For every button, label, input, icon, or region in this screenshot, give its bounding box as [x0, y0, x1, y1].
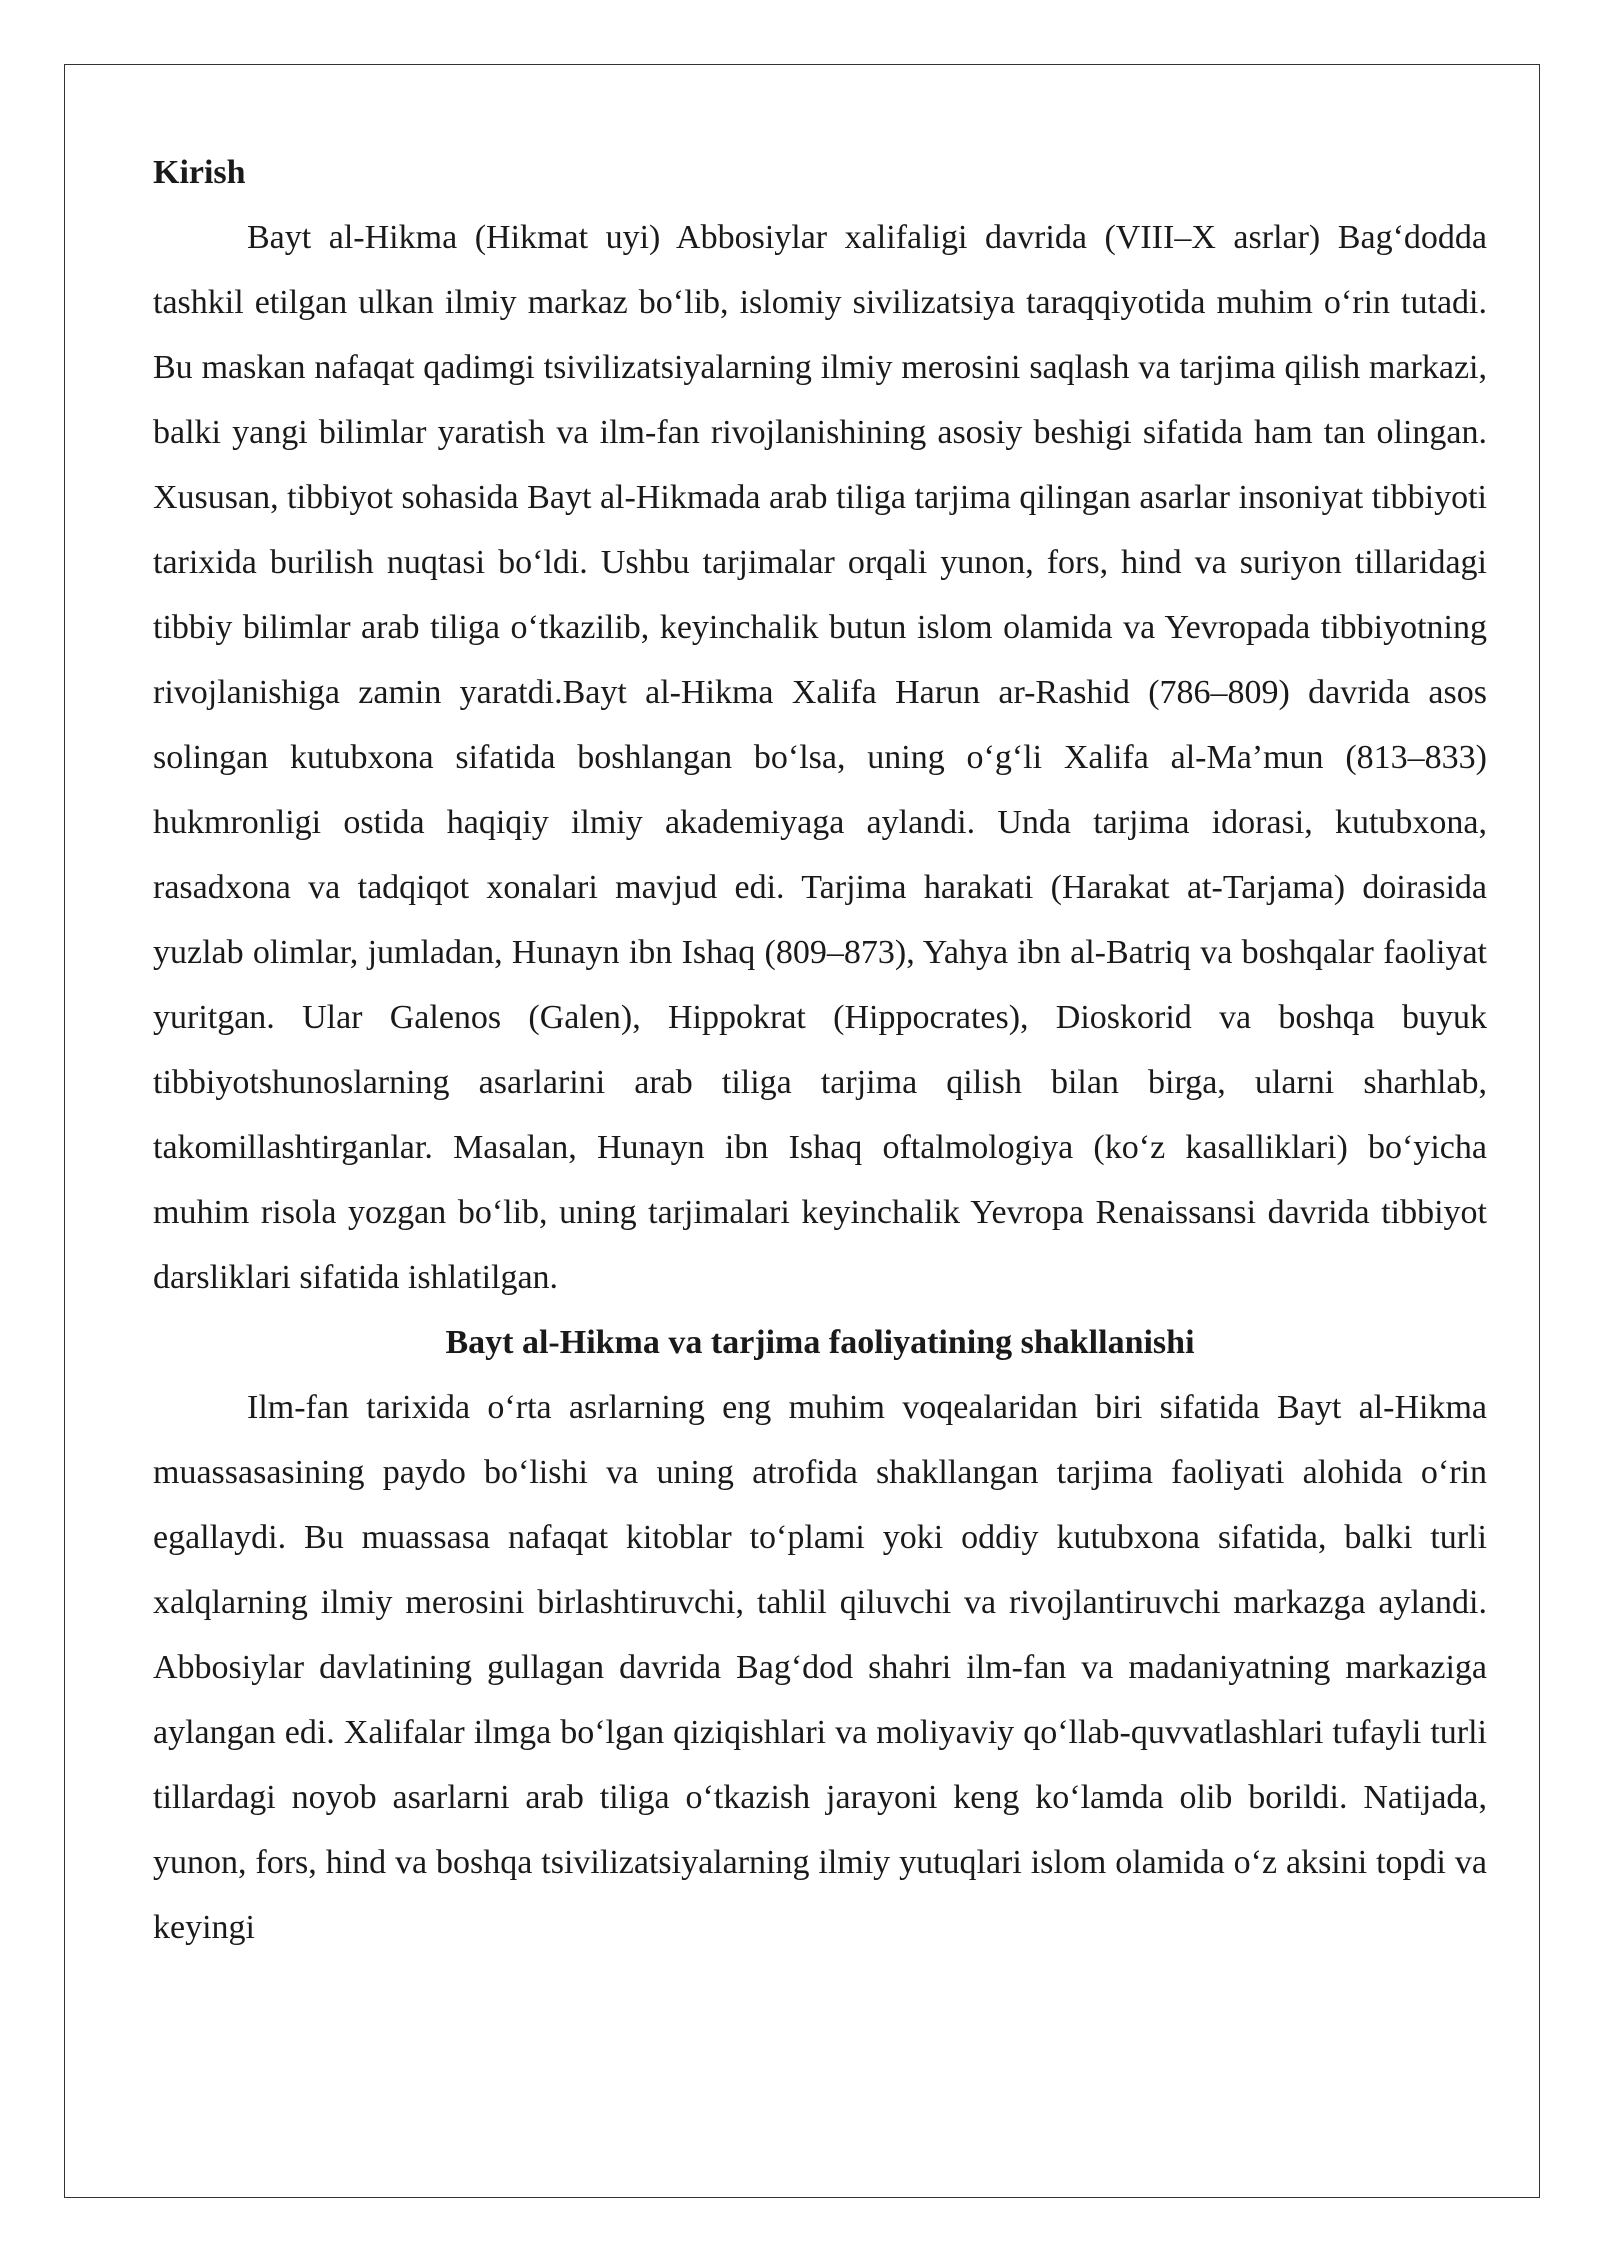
section-heading: Bayt al-Hikma va tarjima faoliyatining shakllanishi	[445, 1324, 1195, 1361]
section-paragraph: Ilm-fan tarixida o‘rta asrlarning eng muhim voqealaridan biri sifatida Bayt al-Hikma muassasasining paydo bo‘lishi va uning atrofida shakllangan tarjima faoliyati alohida o‘rin egallaydi. Bu muassasa nafaqat kitoblar to‘plami yoki oddiy kutubxona sifatida, balki turli xalqlarning ilmiy merosini birlashtiruvchi, tahlil qiluvchi va rivojlantiruvchi markazga aylandi. Abbosiylar davlatining gullagan davrida Bag‘dod shahri ilm-fan va madaniyatning markaziga aylangan edi. Xalifalar ilmga bo‘lgan qiziqishlari va moliyaviy qo‘llab-quvvatlashlari tufayli turli tillardagi noyob asarlarni arab tiliga o‘tkazish jarayoni keng ko‘lamda olib borildi. Natijada, yunon, fors, hind va boshqa tsivilizatsiyalarning ilmiy yutuqlari islom olamida o‘z aksini topdi va keyingi	[153, 1389, 1487, 1946]
intro-paragraph: Bayt al-Hikma (Hikmat uyi) Abbosiylar xalifaligi davrida (VIII–X asrlar) Bag‘dodda tashkil etilgan ulkan ilmiy markaz bo‘lib, islomiy sivilizatsiya taraqqiyotida muhim o‘rin tutadi. Bu maskan nafaqat qadimgi tsivilizatsiyalarning ilmiy merosini saqlash va tarjima qilish markazi, balki yangi bilimlar yaratish va ilm-fan rivojlanishining asosiy beshigi sifatida ham tan olingan. Xususan, tibbiyot sohasida Bayt al-Hikmada arab tiliga tarjima qilingan asarlar insoniyat tibbiyoti tarixida burilish nuqtasi bo‘ldi. Ushbu tarjimalar orqali yunon, fors, hind va suriyon tillaridagi tibbiy bilimlar arab tiliga o‘tkazilib, keyinchalik butun islom olamida va Yevropada tibbiyotning rivojlanishiga zamin yaratdi.Bayt al-Hikma Xalifa Harun ar-Rashid (786–809) davrida asos solingan kutubxona sifatida boshlangan bo‘lsa, uning o‘g‘li Xalifa al-Ma’mun (813–833) hukmronligi ostida haqiqiy ilmiy akademiyaga aylandi. Unda tarjima idorasi, kutubxona, rasadxona va tadqiqot xonalari mavjud edi. Tarjima harakati (Harakat at-Tarjama) doirasida yuzlab olimlar, jumladan, Hunayn ibn Ishaq (809–873), Yahya ibn al-Batriq va boshqalar faoliyat yuritgan. Ular Galenos (Galen), Hippokrat (Hippocrates), Dioskorid va boshqa buyuk tibbiyotshunoslarning asarlarini arab tiliga tarjima qilish bilan birga, ularni sharhlab, takomillashtirganlar. Masalan, Hunayn ibn Ishaq oftalmologiya (ko‘z kasalliklari) bo‘yicha muhim risola yozgan bo‘lib, uning tarjimalari keyinchalik Yevropa Renaissansi davrida tibbiyot darsliklari sifatida ishlatilgan.	[153, 219, 1487, 1296]
intro-heading: Kirish	[153, 154, 246, 191]
document-body	[153, 140, 1487, 1960]
